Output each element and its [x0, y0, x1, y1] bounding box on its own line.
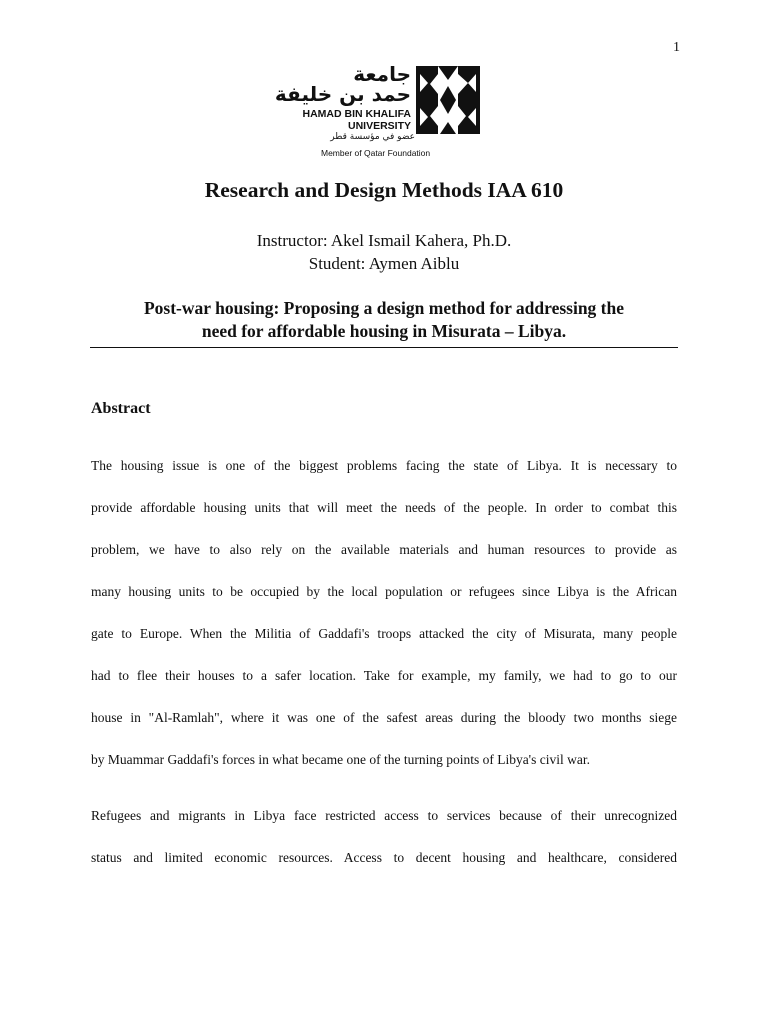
instructor-line: Instructor: Akel Ismail Kahera, Ph.D.: [256, 231, 512, 250]
page-number: 1: [673, 40, 680, 55]
abstract-heading: Abstract: [91, 400, 151, 417]
text-line: status and limited economic resources. Access to decent housing and healthcare, considered: [91, 850, 677, 865]
logo-member-english: Member of Qatar Foundation: [321, 148, 431, 158]
text-line: house in "Al-Ramlah", where it was one of the safest areas during the bloody two months siege: [91, 710, 677, 725]
university-logo: [274, 62, 481, 162]
title-divider: [90, 347, 678, 348]
text-line: The housing issue is one of the biggest problems facing the state of Libya. It is necessary to: [91, 458, 677, 473]
logo-mark-icon: [416, 66, 480, 136]
text-line: by Muammar Gaddafi's forces in what became one of the turning points of Libya's civil war.: [91, 752, 590, 767]
logo-english-line1: HAMAD BIN KHALIFA: [302, 108, 411, 120]
text-line: Refugees and migrants in Libya face restricted access to services because of their unrecognized: [91, 808, 677, 823]
document-title: Research and Design Methods IAA 610: [204, 178, 564, 202]
text-line: many housing units to be occupied by the local population or refugees since Libya is the African: [91, 584, 677, 599]
paper-subtitle: [90, 297, 678, 343]
logo-arabic-line1: جامعة: [353, 62, 411, 86]
subtitle-line: need for affordable housing in Misurata – Libya.: [201, 321, 567, 341]
logo-member-arabic: عضو في مؤسسة قطر: [330, 132, 415, 142]
student-line: Student: Aymen Aiblu: [308, 254, 460, 273]
text-line: gate to Europe. When the Militia of Gaddafi's troops attacked the city of Misurata, many people: [91, 626, 677, 641]
text-line: had to flee their houses to a safer location. Take for example, my family, we had to go to our: [91, 668, 677, 683]
text-line: problem, we have to also rely on the available materials and human resources to provide as: [91, 542, 677, 557]
abstract-paragraph-2: [91, 795, 677, 879]
logo-english-line2: UNIVERSITY: [347, 120, 411, 132]
abstract-paragraph-1: [91, 445, 677, 781]
subtitle-line: Post-war housing: Proposing a design method for addressing the: [143, 298, 625, 318]
logo-wordmark: [274, 62, 415, 162]
text-line: provide affordable housing units that will meet the needs of the people. In order to combat this: [91, 500, 677, 515]
logo-arabic-line2: حمد بن خليفة: [274, 82, 411, 106]
